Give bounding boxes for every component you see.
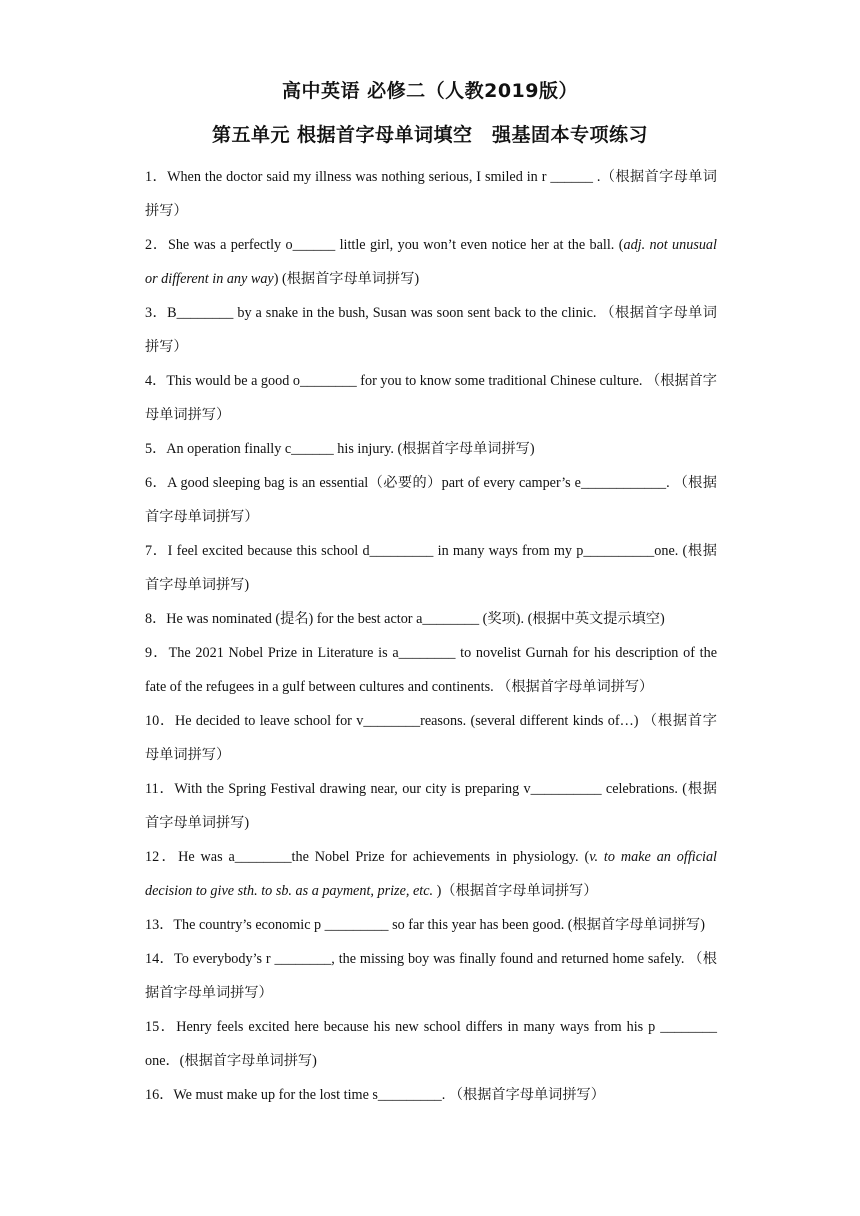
question-number: 16． (145, 1087, 174, 1103)
question-text: An operation finally c______ his injury. (根据首字母单词拼写) (166, 441, 535, 457)
question-number: 8． (145, 611, 167, 627)
question-4 (145, 364, 717, 432)
question-text: B________ by a snake in the bush, Susan was soon sent back to the clinic. （根据首字母单词拼写） (145, 305, 717, 355)
question-12 (145, 840, 717, 908)
question-text: We must make up for the lost time s_________. （根据首字母单词拼写） (173, 1087, 605, 1103)
question-text: The country’s economic p _________ so far this year has been good. (根据首字母单词拼写) (173, 917, 705, 933)
question-text: A good sleeping bag is an essential（必要的）part of every camper’s e____________. （根据首字母单词拼写） (145, 475, 717, 525)
question-text: This would be a good o________ for you to know some traditional Chinese culture. （根据首字母单词拼写） (145, 373, 717, 423)
question-number: 15． (145, 1019, 177, 1035)
question-list (145, 160, 717, 1112)
question-number: 10． (145, 713, 175, 729)
question-13 (145, 908, 717, 942)
question-text: The 2021 Nobel Prize in Literature is a________ to novelist Gurnah for his description of the fate of the refugees in a gulf between cultures and continents. （根据首字母单词拼写） (145, 645, 717, 695)
question-number: 7． (145, 543, 168, 559)
question-text: Henry feels excited here because his new school differs in many ways from his p ________ one．(根据首字母单词拼写) (145, 1019, 717, 1069)
question-11 (145, 772, 717, 840)
question-text: She was a perfectly o______ little girl, you won’t even notice her at the ball. ( (167, 237, 624, 253)
question-number: 4． (145, 373, 167, 389)
question-number: 1． (145, 169, 168, 185)
question-text-tail: ) (根据首字母单词拼写) (273, 271, 420, 287)
question-number: 5． (145, 441, 167, 457)
question-number: 6． (145, 475, 168, 491)
question-10 (145, 704, 717, 772)
question-hint: v. to make an official decision to give sth. to sb. as a payment, prize, etc. (145, 849, 717, 899)
question-8 (145, 602, 717, 636)
question-number: 9． (145, 645, 169, 661)
question-number: 12． (145, 849, 179, 865)
question-text: With the Spring Festival drawing near, our city is preparing v__________ celebrations. (根据首字母单词拼写) (145, 781, 717, 831)
question-number: 3． (145, 305, 168, 321)
question-3 (145, 296, 717, 364)
question-number: 14． (145, 951, 175, 967)
question-text: When the doctor said my illness was nothing serious, I smiled in r ______ .（根据首字母单词拼写） (145, 169, 717, 219)
question-9 (145, 636, 717, 704)
question-number: 2． (145, 237, 168, 253)
document-subtitle: 第五单元 根据首字母单词填空 强基固本专项练习 (211, 124, 649, 146)
question-15 (145, 1010, 717, 1078)
question-text: I feel excited because this school d_________ in many ways from my p__________one. (根据首字母单词拼写) (145, 543, 717, 593)
question-1 (145, 160, 717, 228)
question-2 (145, 228, 717, 296)
question-5 (145, 432, 717, 466)
question-hint: adj. not unusual or different in any way (145, 237, 717, 287)
question-text-tail: )（根据首字母单词拼写） (433, 883, 598, 899)
question-16 (145, 1078, 717, 1112)
question-6 (145, 466, 717, 534)
question-text: He was nominated (提名) for the best actor a________ (奖项). (根据中英文提示填空) (166, 611, 665, 627)
question-14 (145, 942, 717, 1010)
question-text: He decided to leave school for v________reasons. (several different kinds of…) （根据首字母单词拼写） (145, 713, 717, 763)
document-title: 高中英语 必修二（人教2019版） (282, 80, 578, 102)
question-text: He was a________the Nobel Prize for achievements in physiology. ( (178, 849, 590, 865)
question-number: 13． (145, 917, 174, 933)
question-number: 11． (145, 781, 175, 797)
question-text: To everybody’s r ________, the missing boy was finally found and returned home safely. （根据首字母单词拼写） (145, 951, 717, 1001)
question-7 (145, 534, 717, 602)
